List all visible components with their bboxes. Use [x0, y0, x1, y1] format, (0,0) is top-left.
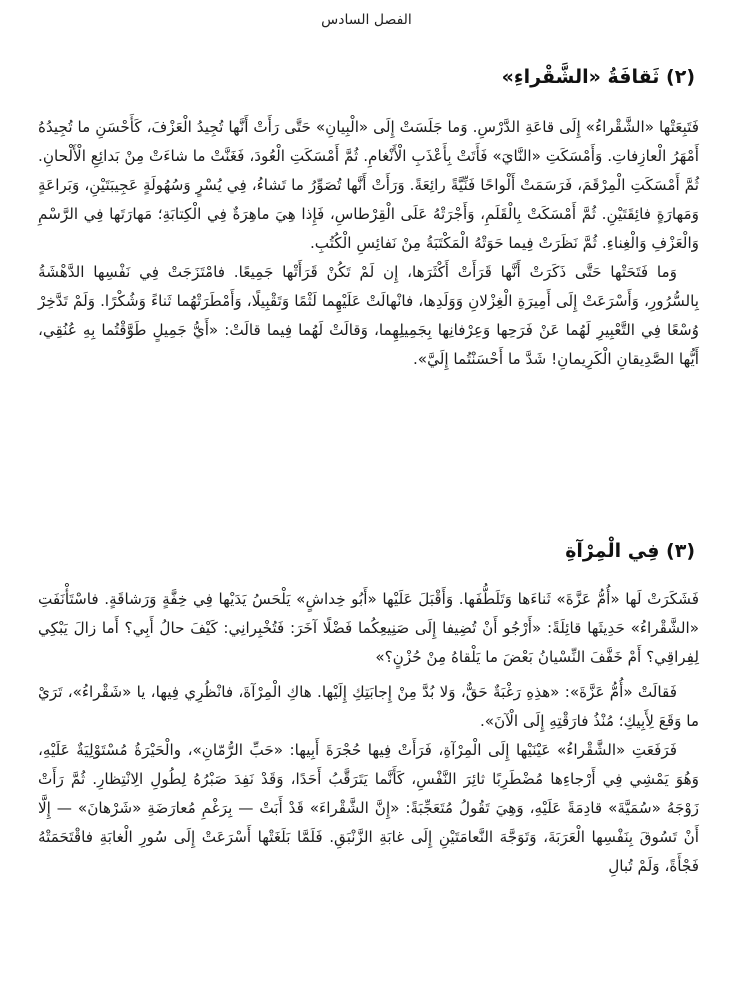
section-heading-culture: (٢) ثَقافَةُ «الشَّقْراءِ» — [501, 66, 695, 88]
section-body-culture — [38, 113, 699, 374]
paragraph: فَرَفَعَتِ «الشَّقْراءُ» عَيْنَيْها إِلَى الْمِرْآةِ، فَرَأَتْ فِيها حُجْرَةَ أَبِيها: «حَبِّ الرُّمّانِ»، والْحَيْرَةُ مُسْتَوْلِيَةٌ عَلَيْهِ، وَهُوَ يَمْشِي فِي أَرْجاءِها مُضْطَرِبًا ثائِرَ النَّفْسِ، كَأَنَّما يَتَرَقَّبُ أَحَدًا، وَقَدْ نَفِدَ صَبْرُهُ لِطُولِ الِانْتِظارِ. ثُمَّ رَأَتْ زَوْجَهُ «سُمَيَّةَ» قادِمَةً عَلَيْهِ، وَهِيَ تَقُولُ مُتَعَجِّبَةً: «إِنَّ الشَّقْراءَ» قَدْ أَبَتْ — بِرَغْمِ مُعارَضَةِ «شَرْهانَ» — إِلَّا أَنْ تَسُوقَ بِنَفْسِها الْعَرَبَةَ، وَتَوَجَّهَ النَّعامَتَيْنِ إِلَى غابَةِ الزَّنْبَقِ. فَلَمَّا بَلَغَتْها أَسْرَعَتْ إِلَى سُورِ الْغابَةِ فاقْتَحَمَتْهُ فَجْأَةً، وَلَمْ تُبالِ — [38, 741, 699, 875]
paragraph: فَتَبِعَتْها «الشَّقْراءُ» إِلَى قاعَةِ الدَّرْسِ. وَما جَلَسَتْ إِلَى «الْبِيانِ» حَتَّى رَأَتْ أَنَّها تُجِيدُ الْعَزْفَ، كَأَحْسَنِ ما تُجِيدُهُ أَمْهَرُ الْعازِفاتِ. وَأَمْسَكَتِ «النَّايَ» فَأَتَتْ بِأَعْذَبِ الْأَنْغامِ. ثُمَّ أَمْسَكَتِ الْعُودَ، فَغَنَّتْ ما شاءَتْ مِنْ بَدائِعِ الْأَلْحانِ. ثُمَّ أَمْسَكَتِ الْمِرْقَمَ، فَرَسَمَتْ أَلْواحًا فَنِّيَّةً رائِعَةً. وَرَأَتْ أَنَّها تُصَوِّرُ ما تَشاءُ، فِي يُسْرٍ وَسُهُولَةٍ عَجِيبَتَيْنِ، وَبَراعَةٍ وَمَهارَةٍ فائِقَتَيْنِ. ثُمَّ أَمْسَكَتْ بِالْقَلَمِ، وَأَجْرَتْهُ عَلَى الْقِرْطاسِ، فَإِذا هِيَ ماهِرَةٌ فِي الْكِتابَةِ؛ مَهارَتَها فِي الرَّسْمِ وَالْعَزْفِ وَالْغِناءِ. ثُمَّ نَظَرَتْ فِيما حَوَتْهُ الْمَكْتَبَةُ مِنْ نَفائِسِ الْكُتُبِ. — [38, 118, 699, 252]
chapter-running-header: الفصل السادس — [321, 12, 412, 28]
section-body-mirror — [38, 585, 699, 881]
paragraph: فَقالَتْ «أُمُّ عَزَّةَ»: «هذِهِ رَغْبَةٌ حَقٌّ، وَلا بُدَّ مِنْ إِجابَتِكِ إِلَيْها. هاكِ الْمِرْآةَ، فانْظُرِي فِيها، يا «شَقْراءُ»، تَرَيْ ما وَقَعَ لِأَبِيكِ؛ مُنْذُ فارَقْتِهِ إِلَى الْآنَ». — [38, 683, 699, 730]
paragraph: وَما فَتَحَتْها حَتَّى ذَكَرَتْ أَنَّها قَرَأَتْ أَكْثَرَها، إِن لَمْ تَكُنْ قَرَأَتْها جَمِيعًا. فامْتَزَجَتْ فِي نَفْسِها الدَّهْشَةُ بِالسُّرُورِ، وَأَسْرَعَتْ إِلَى أَمِيرَةِ الْغِزْلانِ وَوَلَدِها، فانْهالَتْ عَلَيْهِما لَثْمًا وَتَقْبِيلًا، وَأَمْطَرَتْهُما ثَناءً وَشُكْرًا. وَلَمْ تَدَّخِرْ وُسْعًا فِي التَّعْبِيرِ لَهُما عَنْ فَرَحِها وَعِرْفانِها بِجَمِيلِهِما، وَقالَتْ لَهُما فِيما قالَتْ: «أَيُّ جَمِيلٍ طَوَّقْتُما بِهِ عُنُقِي، أَيُّها الصَّدِيقانِ الْكَرِيمانِ! شَدَّ ما أَحْسَنْتُما إِلَيَّ». — [38, 263, 699, 368]
section-heading-mirror: (٣) فِي الْمِرْآةِ — [565, 540, 695, 562]
paragraph: فَشَكَرَتْ لَها «أُمُّ عَزَّةَ» ثَناءَها وَتَلَطُّفَها. وَأَقْبَلَ عَلَيْها «أَبُو خِداشٍ» يَلْحَسُ يَدَيْها فِي خِفَّةٍ وَرَشاقَةٍ. فاسْتَأْنَفَتِ «الشَّقْراءُ» حَدِيثَها قائِلَةً: «أَرْجُو أَنْ تُضِيفا إِلَى صَنِيعِكُما فَضْلًا آخَرَ: فَتُخْبِرانِي: كَيْفَ حالُ أَبِي؟ أَما زالَ يَبْكِي لِفِراقِي؟ أَمْ خَفَّفَ النِّسْيانُ بَعْضَ ما يَلْقاهُ مِنْ حُزْنٍ؟» — [38, 590, 699, 666]
